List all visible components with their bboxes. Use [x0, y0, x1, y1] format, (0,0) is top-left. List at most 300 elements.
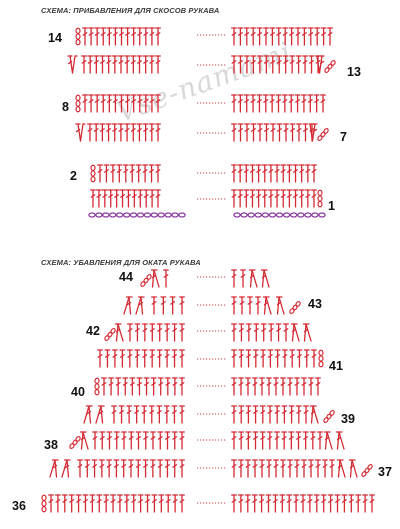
double-crochet-stitch	[49, 495, 54, 512]
double-crochet-stitch	[104, 165, 109, 182]
double-crochet-stitch	[161, 297, 166, 314]
double-crochet-stitch	[135, 324, 140, 341]
double-crochet-stitch	[83, 495, 88, 512]
double-crochet-stitch	[302, 378, 307, 395]
double-crochet-stitch	[138, 190, 143, 207]
double-crochet-stitch	[150, 56, 155, 73]
double-crochet-stitch	[309, 56, 314, 73]
watermark: Vse-namami	[112, 35, 297, 130]
decrease-stitch	[84, 406, 92, 423]
double-crochet-stitch	[315, 495, 320, 512]
double-crochet-stitch	[69, 495, 74, 512]
decrease-stitch	[50, 460, 58, 477]
double-crochet-stitch	[267, 378, 272, 395]
double-crochet-stitch	[287, 495, 292, 512]
double-crochet-stitch	[274, 378, 279, 395]
double-crochet-stitch	[119, 56, 124, 73]
double-crochet-stitch	[274, 460, 279, 477]
double-crochet-stitch	[135, 350, 140, 367]
double-crochet-stitch	[303, 124, 308, 141]
double-crochet-stitch	[172, 432, 177, 449]
double-crochet-stitch	[304, 350, 309, 367]
double-crochet-stitch	[150, 124, 155, 141]
double-crochet-stitch	[241, 270, 246, 287]
double-crochet-stitch	[309, 378, 314, 395]
double-crochet-stitch	[239, 378, 244, 395]
double-crochet-stitch	[113, 28, 118, 45]
double-crochet-stitch	[264, 28, 269, 45]
double-crochet-stitch	[120, 190, 125, 207]
double-crochet-stitch	[157, 324, 162, 341]
double-crochet-stitch	[316, 378, 321, 395]
double-crochet-stitch	[284, 324, 289, 341]
double-crochet-stitch	[165, 350, 170, 367]
double-crochet-stitch	[260, 460, 265, 477]
double-crochet-stitch	[122, 432, 127, 449]
double-crochet-stitch	[170, 297, 175, 314]
double-crochet-stitch	[83, 28, 88, 45]
double-crochet-stitch	[164, 270, 169, 287]
double-crochet-stitch	[107, 28, 112, 45]
double-crochet-stitch	[289, 95, 294, 112]
double-crochet-stitch	[288, 378, 293, 395]
turning-chain	[289, 301, 301, 314]
double-crochet-stitch	[143, 165, 148, 182]
double-crochet-stitch	[156, 56, 161, 73]
double-crochet-stitch	[299, 190, 304, 207]
double-crochet-stitch	[144, 28, 149, 45]
turning-chain	[69, 436, 81, 449]
double-crochet-stitch	[142, 406, 147, 423]
double-crochet-stitch	[330, 460, 335, 477]
turning-chain	[42, 495, 46, 511]
double-crochet-stitch	[302, 95, 307, 112]
double-crochet-stitch	[165, 432, 170, 449]
double-crochet-stitch	[152, 495, 157, 512]
double-crochet-stitch	[109, 378, 114, 395]
double-crochet-stitch	[309, 28, 314, 45]
double-crochet-stitch	[256, 297, 261, 314]
decrease-stitch	[277, 297, 285, 314]
double-crochet-stitch	[253, 432, 258, 449]
double-crochet-stitch	[289, 432, 294, 449]
double-crochet-stitch	[245, 28, 250, 45]
double-crochet-stitch	[107, 95, 112, 112]
double-crochet-stitch	[94, 56, 99, 73]
double-crochet-stitch	[76, 495, 81, 512]
double-crochet-stitch	[254, 350, 259, 367]
double-crochet-stitch	[259, 495, 264, 512]
double-crochet-stitch	[290, 350, 295, 367]
decrease-stitch	[292, 324, 300, 341]
double-crochet-stitch	[256, 190, 261, 207]
turning-chain	[319, 350, 323, 366]
double-crochet-stitch	[239, 324, 244, 341]
turning-chain	[95, 378, 99, 394]
double-crochet-stitch	[246, 378, 251, 395]
double-crochet-stitch	[106, 124, 111, 141]
double-crochet-stitch	[295, 378, 300, 395]
double-crochet-stitch	[95, 95, 100, 112]
double-crochet-stitch	[297, 406, 302, 423]
double-crochet-stitch	[112, 124, 117, 141]
double-crochet-stitch	[108, 190, 113, 207]
double-crochet-stitch	[247, 324, 252, 341]
double-crochet-stitch	[264, 56, 269, 73]
double-crochet-stitch	[270, 28, 275, 45]
turning-chain	[361, 464, 373, 477]
double-crochet-stitch	[150, 95, 155, 112]
decrease-stitch	[62, 460, 70, 477]
double-crochet-stitch	[244, 190, 249, 207]
double-crochet-stitch	[251, 124, 256, 141]
double-crochet-stitch	[308, 95, 313, 112]
double-crochet-stitch	[239, 406, 244, 423]
row-number-2: 2	[70, 169, 77, 183]
double-crochet-stitch	[257, 95, 262, 112]
double-crochet-stitch	[173, 378, 178, 395]
scheme-title-decreases: СХЕМА: УБАВЛЕНИЯ ДЛЯ ОКАТА РУКАВА	[41, 258, 201, 267]
double-crochet-stitch	[262, 190, 267, 207]
double-crochet-stitch	[173, 495, 178, 512]
double-crochet-stitch	[342, 495, 347, 512]
double-crochet-stitch	[271, 124, 276, 141]
double-crochet-stitch	[126, 190, 131, 207]
double-crochet-stitch	[245, 56, 250, 73]
decrease-stitch	[311, 406, 319, 423]
row-number-37: 37	[378, 465, 392, 479]
double-crochet-stitch	[312, 165, 317, 182]
double-crochet-stitch	[294, 495, 299, 512]
double-crochet-stitch	[258, 124, 263, 141]
double-crochet-stitch	[328, 28, 333, 45]
row-number-38: 38	[44, 438, 58, 452]
double-crochet-stitch	[100, 56, 105, 73]
double-crochet-stitch	[276, 95, 281, 112]
double-crochet-stitch	[125, 95, 130, 112]
double-crochet-stitch	[303, 432, 308, 449]
increase-stitch	[68, 56, 77, 73]
row-number-7: 7	[340, 130, 347, 144]
double-crochet-stitch	[158, 460, 163, 477]
double-crochet-stitch	[296, 432, 301, 449]
double-crochet-stitch	[130, 378, 135, 395]
double-crochet-stitch	[248, 297, 253, 314]
double-crochet-stitch	[261, 406, 266, 423]
double-crochet-stitch	[269, 165, 274, 182]
double-crochet-stitch	[261, 350, 266, 367]
double-crochet-stitch	[232, 124, 237, 141]
double-crochet-stitch	[97, 495, 102, 512]
increase-stitch	[76, 124, 85, 141]
decrease-stitch	[262, 270, 270, 287]
double-crochet-stitch	[172, 324, 177, 341]
double-crochet-stitch	[149, 406, 154, 423]
decrease-stitch	[304, 324, 312, 341]
double-crochet-stitch	[275, 350, 280, 367]
double-crochet-stitch	[280, 495, 285, 512]
double-crochet-stitch	[281, 378, 286, 395]
double-crochet-stitch	[172, 350, 177, 367]
double-crochet-stitch	[88, 124, 93, 141]
double-crochet-stitch	[270, 95, 275, 112]
double-crochet-stitch	[142, 350, 147, 367]
double-crochet-stitch	[281, 190, 286, 207]
double-crochet-stitch	[256, 165, 261, 182]
double-crochet-stitch	[134, 406, 139, 423]
double-crochet-stitch	[119, 406, 124, 423]
double-crochet-stitch	[356, 495, 361, 512]
double-crochet-stitch	[260, 432, 265, 449]
double-crochet-stitch	[245, 124, 250, 141]
double-crochet-stitch	[136, 165, 141, 182]
double-crochet-stitch	[312, 190, 317, 207]
double-crochet-stitch	[238, 95, 243, 112]
double-crochet-stitch	[297, 124, 302, 141]
double-crochet-stitch	[111, 165, 116, 182]
double-crochet-stitch	[130, 165, 135, 182]
double-crochet-stitch	[316, 460, 321, 477]
double-crochet-stitch	[257, 28, 262, 45]
double-crochet-stitch	[290, 56, 295, 73]
double-crochet-stitch	[246, 432, 251, 449]
double-crochet-stitch	[293, 190, 298, 207]
double-crochet-stitch	[238, 28, 243, 45]
double-crochet-stitch	[253, 378, 258, 395]
double-crochet-stitch	[107, 432, 112, 449]
double-crochet-stitch	[232, 56, 237, 73]
double-crochet-stitch	[136, 460, 141, 477]
double-crochet-stitch	[295, 460, 300, 477]
double-crochet-stitch	[100, 460, 105, 477]
double-crochet-stitch	[238, 124, 243, 141]
double-crochet-stitch	[137, 124, 142, 141]
decrease-stitch	[338, 460, 346, 477]
double-crochet-stitch	[349, 495, 354, 512]
double-crochet-stitch	[144, 378, 149, 395]
double-crochet-stitch	[238, 56, 243, 73]
double-crochet-stitch	[113, 56, 118, 73]
decrease-stitch	[250, 270, 258, 287]
double-crochet-stitch	[275, 432, 280, 449]
double-crochet-stitch	[254, 324, 259, 341]
turning-chain	[318, 190, 322, 206]
double-crochet-stitch	[238, 190, 243, 207]
double-crochet-stitch	[282, 406, 287, 423]
row-number-44: 44	[119, 270, 133, 284]
double-crochet-stitch	[275, 406, 280, 423]
double-crochet-stitch	[262, 165, 267, 182]
double-crochet-stitch	[251, 56, 256, 73]
double-crochet-stitch	[180, 324, 185, 341]
double-crochet-stitch	[299, 165, 304, 182]
double-crochet-stitch	[232, 270, 237, 287]
double-crochet-stitch	[287, 165, 292, 182]
double-crochet-stitch	[157, 406, 162, 423]
double-crochet-stitch	[289, 28, 294, 45]
double-crochet-stitch	[158, 432, 163, 449]
double-crochet-stitch	[78, 460, 83, 477]
double-crochet-stitch	[250, 190, 255, 207]
turning-chain	[317, 128, 329, 141]
double-crochet-stitch	[239, 350, 244, 367]
double-crochet-stitch	[261, 324, 266, 341]
increase-stitch	[310, 124, 317, 141]
double-crochet-stitch	[101, 95, 106, 112]
row-number-40: 40	[71, 385, 85, 399]
double-crochet-stitch	[107, 460, 112, 477]
double-crochet-stitch	[143, 124, 148, 141]
double-crochet-stitch	[172, 460, 177, 477]
double-crochet-stitch	[232, 28, 237, 45]
double-crochet-stitch	[113, 350, 118, 367]
double-crochet-stitch	[137, 95, 142, 112]
double-crochet-stitch	[302, 460, 307, 477]
double-crochet-stitch	[180, 432, 185, 449]
double-crochet-stitch	[113, 95, 118, 112]
double-crochet-stitch	[151, 378, 156, 395]
double-crochet-stitch	[143, 324, 148, 341]
double-crochet-stitch	[287, 190, 292, 207]
double-crochet-stitch	[282, 432, 287, 449]
double-crochet-stitch	[250, 165, 255, 182]
double-crochet-stitch	[150, 350, 155, 367]
double-crochet-stitch	[151, 432, 156, 449]
double-crochet-stitch	[125, 56, 130, 73]
double-crochet-stitch	[125, 28, 130, 45]
double-crochet-stitch	[301, 495, 306, 512]
row-number-36: 36	[12, 499, 26, 513]
double-crochet-stitch	[268, 432, 273, 449]
turning-chain	[91, 165, 95, 181]
double-crochet-stitch	[165, 460, 170, 477]
double-crochet-stitch	[100, 124, 105, 141]
double-crochet-stitch	[276, 324, 281, 341]
double-crochet-stitch	[172, 406, 177, 423]
double-crochet-stitch	[157, 350, 162, 367]
double-crochet-stitch	[149, 165, 154, 182]
double-crochet-stitch	[284, 124, 289, 141]
foundation-chain	[234, 213, 325, 217]
double-crochet-stitch	[94, 124, 99, 141]
double-crochet-stitch	[232, 165, 237, 182]
double-crochet-stitch	[297, 350, 302, 367]
double-crochet-stitch	[306, 190, 311, 207]
double-crochet-stitch	[232, 378, 237, 395]
double-crochet-stitch	[283, 95, 288, 112]
turning-chain	[76, 28, 80, 44]
double-crochet-stitch	[232, 297, 237, 314]
double-crochet-stitch	[304, 406, 309, 423]
double-crochet-stitch	[251, 95, 256, 112]
decrease-stitch	[337, 432, 345, 449]
double-crochet-stitch	[289, 406, 294, 423]
double-crochet-stitch	[295, 95, 300, 112]
double-crochet-stitch	[318, 432, 323, 449]
double-crochet-stitch	[125, 124, 130, 141]
double-crochet-stitch	[137, 56, 142, 73]
double-crochet-stitch	[88, 56, 93, 73]
double-crochet-stitch	[296, 28, 301, 45]
double-crochet-stitch	[180, 297, 185, 314]
double-crochet-stitch	[239, 432, 244, 449]
double-crochet-stitch	[253, 406, 258, 423]
double-crochet-stitch	[315, 28, 320, 45]
double-crochet-stitch	[239, 495, 244, 512]
double-crochet-stitch	[232, 495, 237, 512]
double-crochet-stitch	[121, 460, 126, 477]
double-crochet-stitch	[166, 495, 171, 512]
double-crochet-stitch	[232, 324, 237, 341]
double-crochet-stitch	[62, 495, 67, 512]
double-crochet-stitch	[270, 56, 275, 73]
double-crochet-stitch	[136, 432, 141, 449]
double-crochet-stitch	[306, 165, 311, 182]
double-crochet-stitch	[137, 378, 142, 395]
double-crochet-stitch	[85, 460, 90, 477]
double-crochet-stitch	[92, 460, 97, 477]
double-crochet-stitch	[158, 378, 163, 395]
double-crochet-stitch	[268, 406, 273, 423]
double-crochet-stitch	[275, 190, 280, 207]
double-crochet-stitch	[277, 28, 282, 45]
decrease-stitch	[136, 297, 144, 314]
double-crochet-stitch	[180, 495, 185, 512]
double-crochet-stitch	[232, 460, 237, 477]
double-crochet-stitch	[90, 495, 95, 512]
double-crochet-stitch	[112, 406, 117, 423]
double-crochet-stitch	[128, 324, 133, 341]
double-crochet-stitch	[308, 495, 313, 512]
double-crochet-stitch	[151, 460, 156, 477]
double-crochet-stitch	[159, 495, 164, 512]
row-number-41: 41	[329, 359, 343, 373]
double-crochet-stitch	[283, 56, 288, 73]
double-crochet-stitch	[144, 95, 149, 112]
double-crochet-stitch	[303, 56, 308, 73]
double-crochet-stitch	[129, 460, 134, 477]
double-crochet-stitch	[232, 95, 237, 112]
double-crochet-stitch	[246, 350, 251, 367]
double-crochet-stitch	[311, 432, 316, 449]
double-crochet-stitch	[102, 378, 107, 395]
double-crochet-stitch	[290, 124, 295, 141]
double-crochet-stitch	[131, 124, 136, 141]
row-number-13: 13	[347, 65, 361, 79]
double-crochet-stitch	[180, 350, 185, 367]
double-crochet-stitch	[251, 28, 256, 45]
double-crochet-stitch	[119, 28, 124, 45]
double-crochet-stitch	[238, 165, 243, 182]
double-crochet-stitch	[281, 165, 286, 182]
double-crochet-stitch	[288, 460, 293, 477]
turning-chain	[324, 60, 336, 73]
double-crochet-stitch	[119, 124, 124, 141]
double-crochet-stitch	[131, 495, 136, 512]
double-crochet-stitch	[277, 124, 282, 141]
row-number-8: 8	[62, 100, 69, 114]
double-crochet-stitch	[363, 495, 368, 512]
double-crochet-stitch	[370, 495, 375, 512]
double-crochet-stitch	[114, 460, 119, 477]
double-crochet-stitch	[156, 165, 161, 182]
double-crochet-stitch	[143, 56, 148, 73]
double-crochet-stitch	[116, 378, 121, 395]
double-crochet-stitch	[232, 432, 237, 449]
turning-chain	[140, 274, 152, 287]
double-crochet-stitch	[293, 165, 298, 182]
double-crochet-stitch	[104, 495, 109, 512]
